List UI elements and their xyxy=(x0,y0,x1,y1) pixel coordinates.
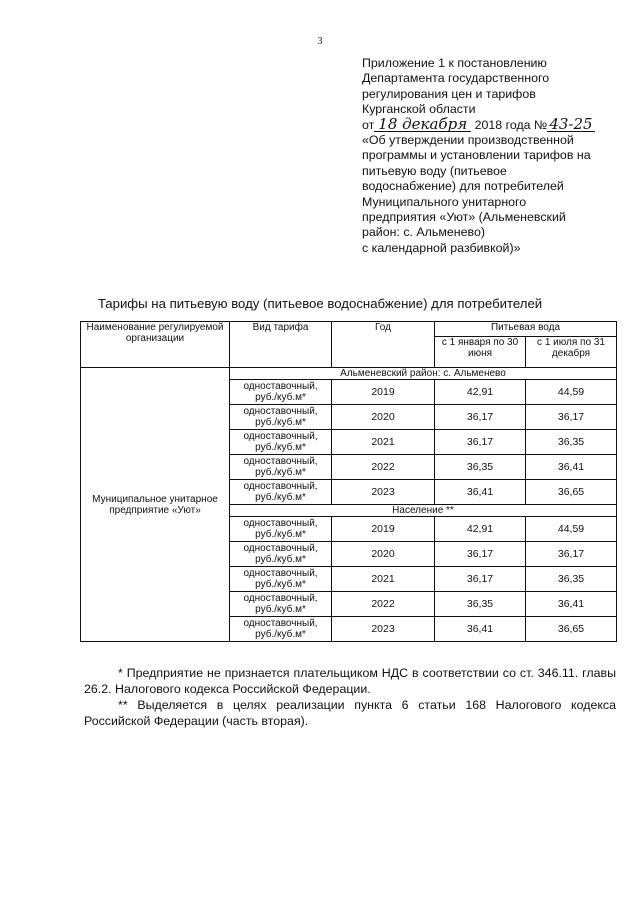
period-1-cell: 36,35 xyxy=(435,592,526,617)
annex-title-line: Муниципального унитарного xyxy=(362,194,527,209)
period-2-cell: 36,65 xyxy=(526,480,617,505)
period-1-cell: 36,41 xyxy=(435,480,526,505)
annex-line: регулирования цен и тарифов xyxy=(362,86,536,101)
period-1-cell: 36,35 xyxy=(435,455,526,480)
footnotes xyxy=(84,665,616,729)
annex-line: Департамента государственного xyxy=(362,71,550,86)
period-1-cell: 42,91 xyxy=(435,517,526,542)
tariff-kind-cell: одноставочный, руб./куб.м* xyxy=(230,405,332,430)
year-cell: 2023 xyxy=(332,480,435,505)
table-title: Тарифы на питьевую воду (питьевое водоснабжение) для потребителей xyxy=(97,296,543,311)
header-period-1: с 1 января по 30 июня xyxy=(435,337,526,368)
section-title: Альменевский район: с. Альменево xyxy=(230,368,617,380)
period-2-cell: 36,35 xyxy=(526,567,617,592)
period-1-cell: 36,17 xyxy=(435,405,526,430)
header-organization: Наименование регулируемой организации xyxy=(81,322,230,368)
year-cell: 2020 xyxy=(332,542,435,567)
period-2-cell: 44,59 xyxy=(526,380,617,405)
footnote-population: ** Выделяется в целях реализации пункта 6 статьи 168 Налогового кодекса Российской Федерации (часть вторая). xyxy=(84,698,616,728)
tariff-kind-cell: одноставочный, руб./куб.м* xyxy=(230,455,332,480)
year-cell: 2022 xyxy=(332,592,435,617)
tariff-kind-cell: одноставочный, руб./куб.м* xyxy=(230,517,332,542)
annex-title-line: район: с. Альменево) xyxy=(362,225,485,240)
tariff-kind-cell: одноставочный, руб./куб.м* xyxy=(230,567,332,592)
header-tariff-type: Вид тарифа xyxy=(230,322,332,368)
year-text: 2018 года № xyxy=(474,117,548,132)
year-cell: 2021 xyxy=(332,430,435,455)
year-cell: 2020 xyxy=(332,405,435,430)
tariff-kind-cell: одноставочный, руб./куб.м* xyxy=(230,617,332,642)
period-2-cell: 36,41 xyxy=(526,592,617,617)
annex-date-line xyxy=(362,114,624,133)
period-1-cell: 42,91 xyxy=(435,380,526,405)
annex-line: Курганской области xyxy=(362,102,476,117)
period-2-cell: 36,41 xyxy=(526,455,617,480)
period-2-cell: 36,17 xyxy=(526,542,617,567)
date-prefix: от xyxy=(362,117,375,132)
header-period-2: с 1 июля по 31 декабря xyxy=(526,337,617,368)
footnote-vat: * Предприятие не признается плательщиком НДС в соответствии со ст. 346.11. главы 26.2. Налогового кодекса Российской Федерации. xyxy=(84,666,616,696)
annex-title-line: предприятия «Уют» (Альменевский xyxy=(362,210,566,225)
annex-block xyxy=(362,56,624,256)
annex-title-line: питьевую воду (питьевое xyxy=(362,163,507,178)
period-2-cell: 36,65 xyxy=(526,617,617,642)
year-cell: 2021 xyxy=(332,567,435,592)
tariff-kind-cell: одноставочный, руб./куб.м* xyxy=(230,592,332,617)
period-1-cell: 36,17 xyxy=(435,430,526,455)
annex-title-line: с календарной разбивкой)» xyxy=(362,240,521,255)
annex-line: Приложение 1 к постановлению xyxy=(362,56,547,70)
tariff-kind-cell: одноставочный, руб./куб.м* xyxy=(230,430,332,455)
tariff-kind-cell: одноставочный, руб./куб.м* xyxy=(230,542,332,567)
page-number: 3 xyxy=(317,36,323,47)
tariff-kind-cell: одноставочный, руб./куб.м* xyxy=(230,380,332,405)
handwritten-date: 18 декабря xyxy=(374,118,471,132)
year-cell: 2019 xyxy=(332,380,435,405)
header-year: Год xyxy=(332,322,435,368)
organization-cell: Муниципальное унитарное предприятие «Уют» xyxy=(81,368,230,642)
year-cell: 2023 xyxy=(332,617,435,642)
annex-title-line: программы и установлении тарифов на xyxy=(362,148,591,163)
header-water: Питьевая вода xyxy=(435,322,617,337)
tariff-kind-cell: одноставочный, руб./куб.м* xyxy=(230,480,332,505)
handwritten-number: 43-25 xyxy=(549,114,593,133)
period-2-cell: 44,59 xyxy=(526,517,617,542)
tariff-table xyxy=(80,321,617,642)
period-1-cell: 36,17 xyxy=(435,542,526,567)
annex-title-line: «Об утверждении производственной xyxy=(362,133,574,148)
period-1-cell: 36,17 xyxy=(435,567,526,592)
section-title: Население ** xyxy=(230,505,617,517)
annex-title-line: водоснабжение) для потребителей xyxy=(362,179,564,194)
year-cell: 2022 xyxy=(332,455,435,480)
period-1-cell: 36,41 xyxy=(435,617,526,642)
period-2-cell: 36,17 xyxy=(526,405,617,430)
year-cell: 2019 xyxy=(332,517,435,542)
period-2-cell: 36,35 xyxy=(526,430,617,455)
